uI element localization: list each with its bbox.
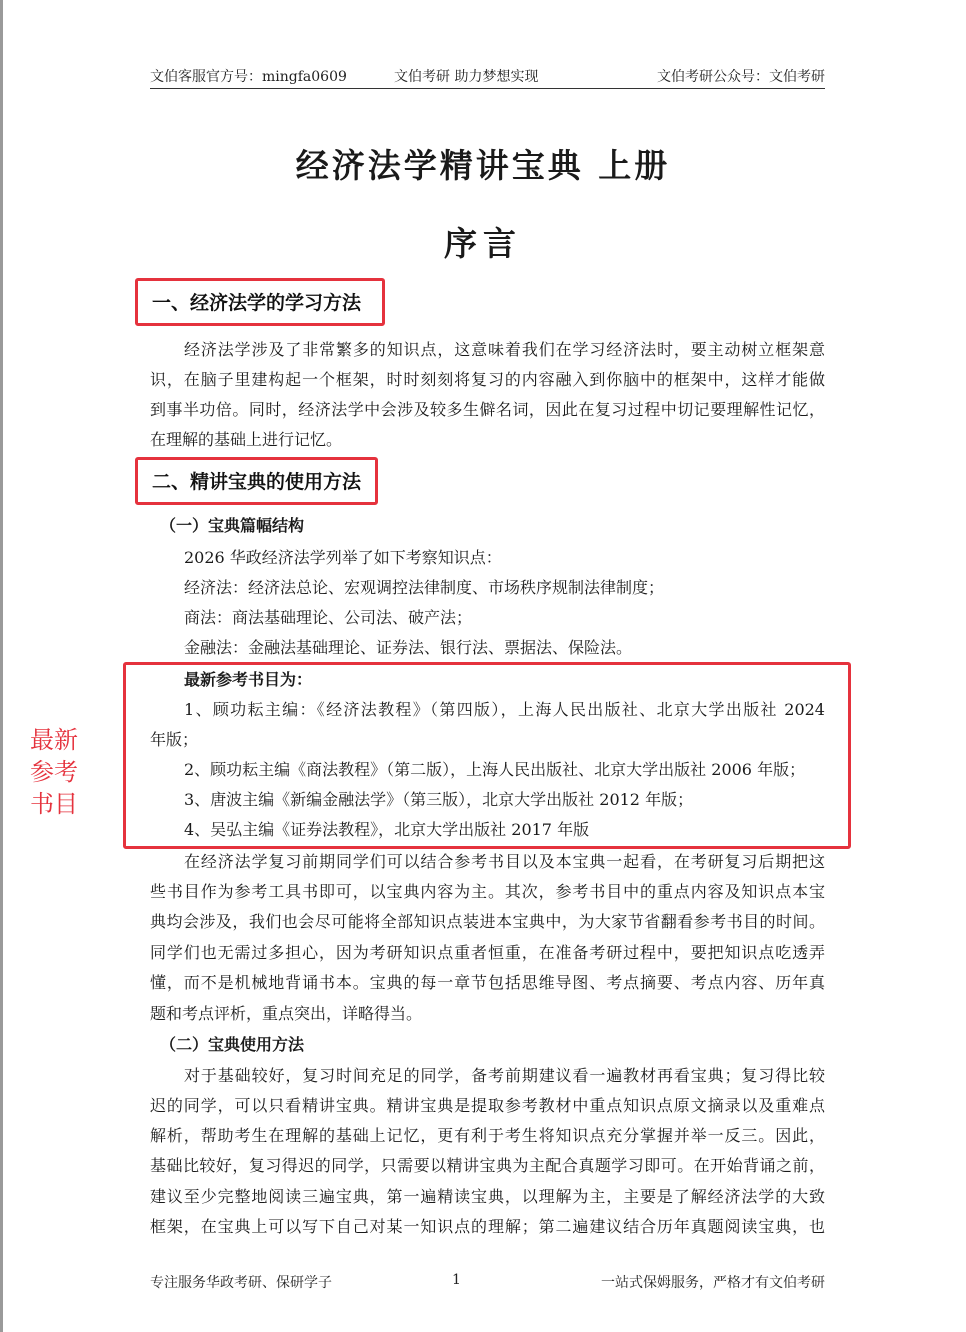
header-right-text: 文伯考研公众号：文伯考研 [657,69,825,85]
header-center-text: 文伯考研 助力梦想实现 [394,69,539,85]
header-left-text: 文伯客服官方号：mingfa0609 [150,69,347,85]
annotation-line: 参考 [30,758,78,786]
footer-right-text: 一站式保姆服务，严格才有文伯考研 [601,1275,825,1291]
page-left-edge [0,0,3,1332]
paragraph-line: 同学们也无需过多担心，因为考研知识点重者恒重，在准备考研过程中，要把知识点吃透弄 [150,943,825,962]
paragraph-line: 典均会涉及，我们也会尽可能将全部知识点装进本宝典中，为大家节省翻看参考书目的时间。 [150,912,825,931]
document-title: 经济法学精讲宝典 上册 [295,146,671,185]
page-number: 1 [452,1272,461,1288]
reference-item-continuation: 年版； [150,730,199,749]
paragraph-line: 题和考点评析，重点突出，详略得当。 [150,1004,423,1023]
paragraph-line: 在经济法学复习前期同学们可以结合参考书目以及本宝典一起看，在考研复习后期把这 [184,852,825,871]
paragraph-line: 经济法学涉及了非常繁多的知识点，这意味着我们在学习经济法时，要主动树立框架意 [184,340,825,359]
annotation-note [30,724,84,820]
preface-heading: 序言 [444,224,522,263]
reference-item: 1、顾功耘主编：《经济法教程》（第四版），上海人民出版社、北京大学出版社 2024 [184,700,825,719]
paragraph-line: 商法：商法基础理论、公司法、破产法； [184,608,473,627]
paragraph-line: 到事半功倍。同时，经济法学中会涉及较多生僻名词，因此在复习过程中切记要理解性记忆， [150,400,825,419]
paragraph-line: 迟的同学，可以只看精讲宝典。精讲宝典是提取参考教材中重点知识点原文摘录以及重难点 [150,1096,825,1115]
paragraph-line: 些书目作为参考工具书即可，以宝典内容为主。其次，参考书目中的重点内容及知识点本宝 [150,882,825,901]
paragraph-line: 基础比较好，复习得迟的同学，只需要以精讲宝典为主配合真题学习即可。在开始背诵之前， [150,1156,825,1175]
paragraph-line: 识，在脑子里建构起一个框架，时时刻刻将复习的内容融入到你脑中的框架中，这样才能做 [150,370,825,389]
annotation-line: 最新 [30,726,78,754]
paragraph-line: 解析，帮助考生在理解的基础上记忆，更有利于考生将知识点充分掌握并举一反三。因此， [150,1126,825,1145]
section-2-heading-text: 二、精讲宝典的使用方法 [152,471,362,493]
paragraph-line: 建议至少完整地阅读三遍宝典，第一遍精读宝典，以理解为主，主要是了解经济法学的大致 [150,1187,825,1206]
paragraph-line: 经济法：经济法总论、宏观调控法律制度、市场秩序规制法律制度； [184,578,665,597]
reference-list-title: 最新参考书目为： [184,670,313,689]
reference-item: 4、吴弘主编《证券法教程》，北京大学出版社 2017 年版 [184,820,590,839]
subsection-1-heading: （一）宝典篇幅结构 [160,516,305,535]
section-1-heading [135,278,385,326]
subsection-2-heading: （二）宝典使用方法 [160,1035,305,1054]
reference-item: 2、顾功耘主编《商法教程》（第二版），上海人民出版社、北京大学出版社 2006 年版； [184,760,806,779]
paragraph-line: 2026 华政经济法学列举了如下考察知识点： [184,548,502,567]
paragraph-line: 在理解的基础上进行记忆。 [150,430,343,449]
section-2-heading [135,457,378,505]
paragraph-line: 懂，而不是机械地背诵书本。宝典的每一章节包括思维导图、考点摘要、考点内容、历年真 [150,973,825,992]
page-header [150,66,825,89]
footer-left-text: 专注服务华政考研、保研学子 [150,1275,332,1291]
reference-item: 3、唐波主编《新编金融法学》（第三版），北京大学出版社 2012 年版； [184,790,694,809]
paragraph-line: 金融法：金融法基础理论、证券法、银行法、票据法、保险法。 [184,638,633,657]
paragraph-line: 对于基础较好，复习时间充足的同学，备考前期建议看一遍教材再看宝典；复习得比较 [184,1066,825,1085]
paragraph-line: 框架，在宝典上可以写下自己对某一知识点的理解；第二遍建议结合历年真题阅读宝典，也 [150,1217,825,1236]
section-1-heading-text: 一、经济法学的学习方法 [152,292,362,314]
annotation-line: 书目 [30,790,78,818]
